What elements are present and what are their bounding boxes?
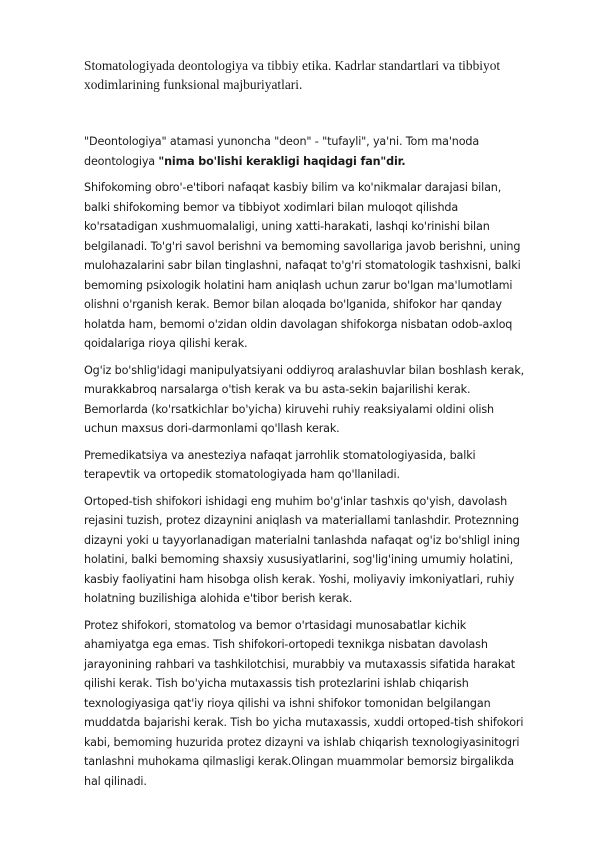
intro-text: "Deontologiya" atamasi yunoncha "deon" - "tufayli", ya'ni. Tom ma'noda deontologiya xyxy=(84,135,480,168)
body-paragraph-4: Ortoped-tish shifokori ishidagi eng muhim bo'g'inlar tashxis qo'yish, davolash rejasini tuzish, protez dizaynini aniqlash va materiallami tanlashdir. Proteznning dizayni yoki u tayyorlanadigan materialni tanlashda nafaqat og'iz bo'shligl ining holatini, balki bemoming shaxsiy xususiyatlarini, sog'lig'ining umumiy holatini, kasbiy faoliyatini ham hisobga olish kerak. Yoshi, moliyaviy imkoniyatlari, ruhiy holatning buzilishiga alohida e'tibor berish kerak. xyxy=(84,494,520,605)
body-paragraph-2: Og'iz bo'shlig'idagi manipulyatsiyani oddiyroq aralashuvlar bilan boshlash kerak, murakkabroq narsalarga o'tish kerak va bu asta-sekin bajarilishi kerak. Bemorlarda (ko'rsatkichlar bo'yicha) kiruvehi ruhiy reaksiyalami oldini olish uchun maxsus dori-darmonlami qo'llash kerak. xyxy=(84,363,525,435)
body-paragraph-3: Premedikatsiya va anesteziya nafaqat jarrohlik stomatologiyasida, balki terapevtik va ortopedik stomatologiyada ham qo'llaniladi. xyxy=(84,448,476,481)
document-page xyxy=(84,56,530,798)
intro-bold-text: "nima bo'lishi kerakligi haqidagi fan"dir. xyxy=(158,154,406,168)
intro-paragraph xyxy=(84,132,530,171)
document-title: Stomatologiyada deontologiya va tibbiy etika. Kadrlar standartlari va tibbiyot xodimlarining funksional majburiyatlari. xyxy=(84,58,501,92)
body-paragraph-1: Shifokoming obro'-e'tibori nafaqat kasbiy bilim va ko'nikmalar darajasi bilan, balki shifokoming bemor va tibbiyot xodimlari bilan muloqot qilishda ko'rsatadigan xushmuomalaligi, uning xatti-harakati, lashqi ko'rinishi bilan belgilanadi. To'g'ri savol berishni va bemoming savollariga javob berishni, uning mulohazalarini sabr bilan tinglashni, nafaqat to'g'ri stomatologik tashxisni, balki bemoming psixologik holatini ham aniqlash uchun zarur bo'lgan ma'lumotlami olishni o'rganish kerak. Bemor bilan aloqada bo'lganida, shifokor har qanday holatda ham, bemomi o'zidan oldin davolagan shifokorga nisbatan odob-axloq qoidalariga rioya qilishi kerak. xyxy=(84,181,521,350)
body-paragraph-5: Protez shifokori, stomatolog va bemor o'rtasidagi munosabatlar kichik ahamiyatga ega emas. Tish shifokori-ortopedi texnikga nisbatan davolash jarayonining rahbari va tashkilotchisi, murabbiy va mutaxassis sifatida harakat qilishi kerak. Tish bo'yicha mutaxassis tish protezlarini ishlab chiqarish texnologiyasiga qat'iy rioya qilishi va ishni shifokor tomonidan belgilangan muddatda bajarishi kerak. Tish bo yicha mutaxassis, xuddi ortoped-tish shifokori kabi, bemoming huzurida protez dizayni va ishlab chiqarish texnologiyasinitogri tanlashni muhokama qilmasligi kerak.Olingan muammolar bemorsiz birgalikda hal qilinadi. xyxy=(84,618,524,788)
